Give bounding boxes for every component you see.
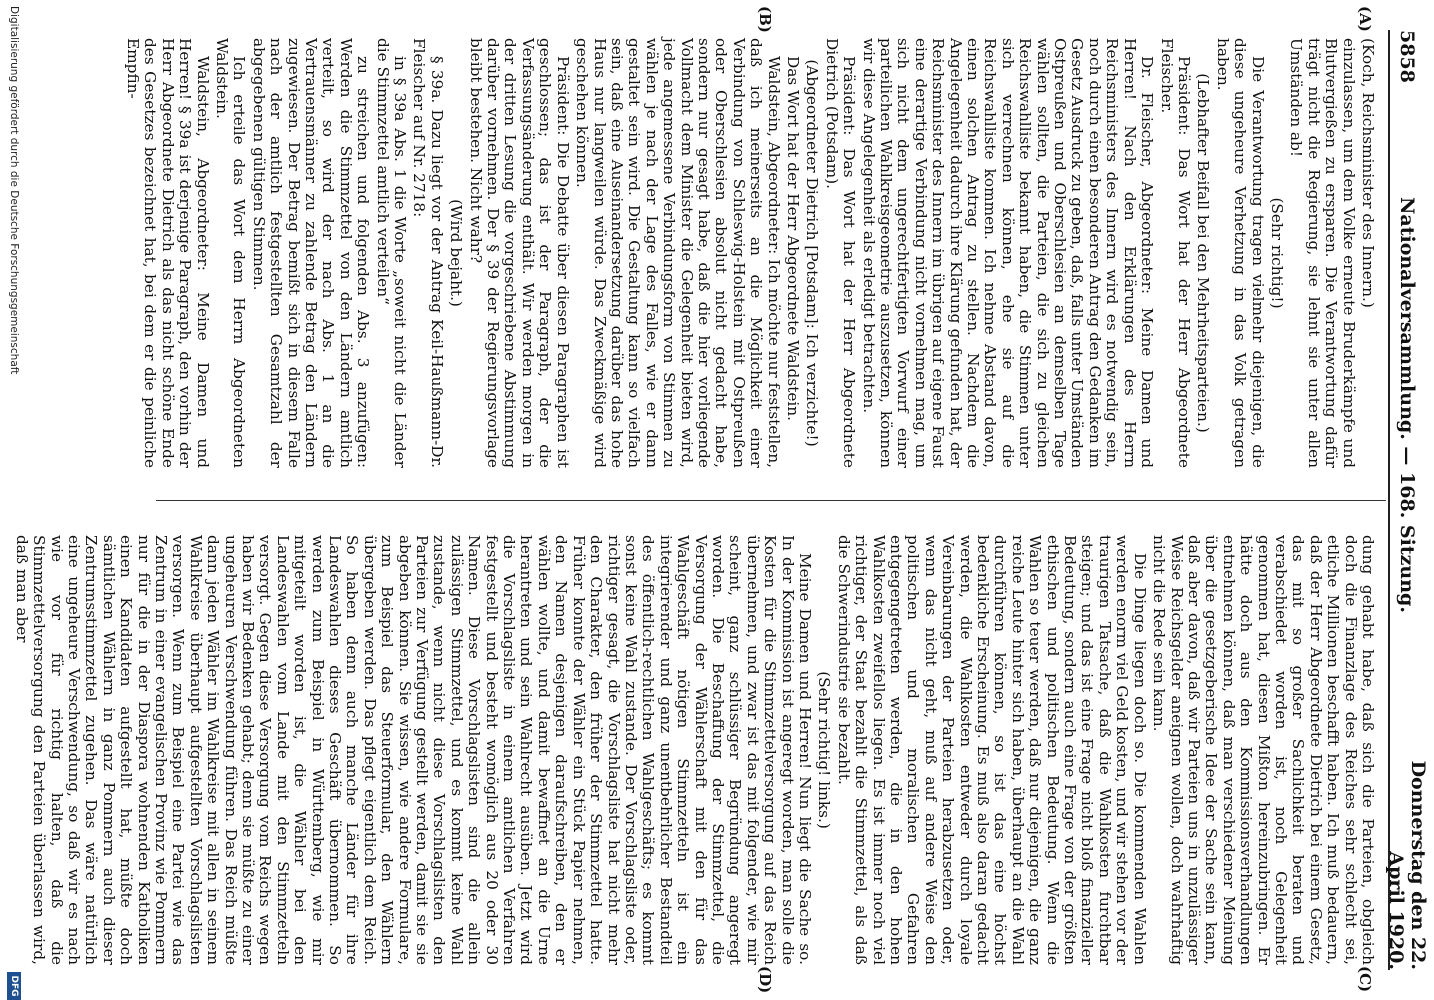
paragraph: Waldstein, Abgeordneter: Meine Damen und Herren! § 39a ist derjenige Paragraph, den vorhin der Herr Abgeordnete Dietrich als das nicht schöne Ende des Gesetzes bezeichnet hat, bei dem er die peinliche Empfin- xyxy=(123,38,212,468)
margin-mark-c: (C) xyxy=(1356,966,1374,993)
paragraph: Präsident: Das Wort hat der Herr Abgeordnete Dietrich (Potsdam). xyxy=(822,38,859,468)
paragraph: in § 39a Abs. 1 die Worte „soweit nicht die Länder die Stimmzettel amtlich verteilen“ xyxy=(373,38,410,468)
paragraph: Die Verantwortung tragen vielmehr diejenigen, die diese ungeheure Verhetzung in das Volk getragen haben. xyxy=(1213,38,1267,468)
paragraph: Die Dinge liegen doch so. Die kommenden Wahlen werden enorm viel Geld kosten, und wir stehen vor der traurigen Tatsache, daß die Wahlkosten furchtbar steigen; und das ist eine Frage nicht bloß finanzieller Bedeutung, sondern auch eine Frage von der größten ethischen und politischen Bedeutung. Wenn die Wahlen so teuer werden, daß nur diejenigen, die ganz reiche Leute hinter sich haben, überhaupt an die Wahl durchführen können, so ist das eine höchst bedenkliche Erscheinung. Es muß also daran gedacht werden, die Wahlkosten entweder durch loyale Vereinbarungen der Parteien herabzusetzen oder, wenn das nicht geht, muß auf andere Weise den politischen und moralischen Gefahren entgegengetreten werden, die in den hohen Wahlkosten zweifellos liegen. Es ist immer noch viel richtiger, der Staat bezahlt die Stimmzettel, als daß die Schwerindustrie sie bezahlt. xyxy=(834,535,1149,965)
paragraph: Meine Damen und Herren! Nun liegt die Sache so. In der Kommission ist angeregt worden, man solle die Kosten für die Stimmzettelversorgung auf das Reich übernehmen, und zwar ist das mit folgender, wie mir scheint, ganz schlüssiger Begründung angeregt worden. Die Beschaffung der Stimmzettel, die Versorgung der Wählerschaft mit den für das Wahlgeschäft nötigen Stimmzetteln ist ein integrierender und ganz unentbehrlicher Bestandteil des öffentlich-rechtlichen Wahlgeschäfts; es kommt sonst keine Wahl zustande. Der Vorschlagsliste oder, richtiger gesagt, die Vorschlagsliste hat nicht mehr den Charakter, den früher der Stimmzettel hatte. Früher konnte der Wähler ein Stück Papier nehmen, den Namen desjenigen daraufschreiben, den er wählen wollte, und damit bewaffnet an die Urne herantreten und sein Wahlrecht ausüben. Jetzt wird die Vorschlagsliste in einem amtlichen Verfahren festgestellt und besteht womöglich aus 20 oder 30 Namen. Diese Vorschlagslisten sind die allein zulässigen Stimmzettel, und es kommt keine Wahl zustande, wenn nicht diese Vorschlagslisten den Parteien zur Verfügung gestellt werden, damit sie sie abgeben können. Sie wissen, wie andere Formulare, zum Beispiel das Steuerformular, den Wählern übergeben werden. Das pflegt eigentlich dem Reich. So haben denn auch manche Länder für ihre Landeswahlen dieses Geschäft übernommen. So werden zum Beispiel in Württemberg, wie mir mitgeteilt worden ist, die Wähler bei den Landeswahlen vom Lande mit den Stimmzetteln versorgt. Gegen diese Versorgung vom Reichs wegen haben wir Bedenken gehabt; denn sie müßte zu einer ungeheuren Verschwendung führen. Das Reich müßte dann jeden Wähler im Wahlkreise mit allen in seinem Wahlkreise überhaupt aufgestellten Vorschlagslisten versorgen. Wenn zum Beispiel eine Partei wie das Zentrum in einer evangelischen Provinz wie Pommern nur für die in der Diaspora wohnenden Katholiken einen Kandidaten aufgestellt hat, müßte doch sämtlichen Wählern in ganz Pommern auch dieser Zentrumsstimmzettel zugehen. Das wäre natürlich eine ungeheure Verschwendung, so daß wir es nach wie vor für richtig halten, daß die Stimmzettelversorgung den Parteien überlassen wird, daß man aber xyxy=(12,535,814,965)
paragraph: einzulassen, um dem Volke erneute Bruderkämpfe und Blutvergießen zu ersparen. Die Verantwortung dafür trägt nicht die Regierung, sie lehnt sie unter allen Umständen ab! xyxy=(1287,38,1358,468)
margin-mark-b: (B) xyxy=(756,6,774,33)
paragraph: § 39a. Dazu liegt vor der Antrag Keil-Haußmann-Dr. Fleischer auf Nr. 2718: xyxy=(410,38,446,468)
digitization-credit: Digitalisierung gefördert durch die Deutsche Forschungsgemeinschaft xyxy=(8,6,20,375)
page-header xyxy=(1385,30,1429,970)
interjection: (Abgeordneter Dietrich [Potsdam]: Ich verzichte!) xyxy=(803,59,822,447)
interjection: (Sehr richtig! links.) xyxy=(815,671,834,829)
paragraph: Dr. Fleischer, Abgeordneter: Meine Damen und Herren! Nach den Erklärungen des Herrn Reichsministers des Innern wird es notwendig sein, noch durch einen besonderen Antrag den Gedanken im Gesetz Ausdruck zu geben, daß, falls unter Umständen Ostpreußen und Oberschlesien an demselben Tage wählen sollten, die Parteien, die sich zu gleichen Reichswahlliste bekannt haben, die Stimmen unter sich verrechnen können, ehe sie auf die Reichswahlliste kommen. Ich nehme Abstand davon, einen solchen Antrag zu stellen. Nachdem die Angelegenheit dadurch ihre Klärung gefunden hat, der Reichsminister des Innern im übrigen auf eigene Faust eine derartige Verbindung nicht vornehmen mag, um sich nicht dem ungerechtfertigten Vorwurf einer parteilichen Wahlkreisgeometrie auszusetzen, können wir diese Angelegenheit als erledigt betrachten. xyxy=(859,38,1157,468)
margin-mark-d: (D) xyxy=(756,966,774,994)
margin-mark-a: (A) xyxy=(1356,6,1374,32)
right-column xyxy=(12,535,1377,965)
paragraph: Waldstein, Abgeordneter: Ich möchte nur feststellen, daß ich meinerseits an die Möglichkeit einer Verbindung von Schleswig-Holstein mit Ostpreußen oder Oberschlesien absolut nicht gedacht habe, sondern nur gesagt habe, daß die hier vorliegende Vollmacht dem Minister die Gelegenheit bieten wird, jede angemessene Verbindungsform von Stimmen zu wählen je nach der Lage des Falles, wie er dann gestaltet sein wird. Die Gestaltung kann so vielfach sein, daß eine Auseinandersetzung darüber das hohe Haus nur langweilen würde. Das Zweckmäßige wird geschehen können. xyxy=(573,38,783,468)
dfg-logo: DFG xyxy=(7,972,21,1000)
paragraph: Ich erteile das Wort dem Herrn Abgeordneten Waldstein. xyxy=(213,38,249,468)
paragraph: Präsident: Das Wort hat der Herr Abgeordnete Fleischer. xyxy=(1157,38,1193,468)
page-number: 5858 xyxy=(1396,30,1418,83)
digitization-footer xyxy=(4,0,24,1000)
interjection: (Lebhafter Beifall bei den Mehrheitsparteien.) xyxy=(1194,73,1213,433)
interjection: (Sehr richtig!) xyxy=(1267,197,1286,309)
paragraph: (Koch, Reichsminister des Innern.) xyxy=(1359,38,1377,308)
paragraph: Präsident: Die Debatte über diesen Paragraphen ist geschlossen; das ist der Paragraph, der die Verfassungsänderung enthält. Wir werden morgen in der dritten Lesung die vorgeschriebene Abstimmung darüber vornehmen. Der § 39 der Regierungsvorlage bleibt bestehen. Nicht wahr? xyxy=(466,38,572,468)
paragraph: zu streichen und folgenden Abs. 3 anzufügen: Werden die Stimmzettel von den Ländern amtlich verteilt, so wird der nach Abs. 1 an die Vertrauensmänner zu zahlende Betrag den Ländern zugewiesen. Der Betrag bemißt sich in diesem Falle nach der amtlich festgestellten Gesamtzahl der abgegebenen gültigen Stimmen. xyxy=(249,38,373,468)
session-date: Donnerstag den 22. April 1920. xyxy=(1385,760,1429,970)
page-title: Nationalversammlung. — 168. Sitzung. xyxy=(1396,197,1418,613)
column-divider xyxy=(156,500,1386,501)
interjection: (Wird bejaht.) xyxy=(447,199,466,307)
left-column xyxy=(123,38,1377,468)
paragraph: Das Wort hat der Herr Abgeordnete Waldstein. xyxy=(784,56,802,422)
paragraph: dung gehabt habe, daß sich die Parteien, obgleich doch die Finanzlage des Reiches sehr schlecht sei, etliche Millionen beschafft haben. Ich muß bedauern, daß der Herr Abgeordnete Dietrich bei einem Gesetz, das mit so großer Sachlichkeit beraten und verabschiedet worden ist, noch Gelegenheit genommen hat, diesen Mißton hereinzubringen. Er hätte doch aus den Kommissionsverhandlungen entnehmen können, daß man verschiedener Meinung über die gesetzgeberische Idee der Sache sein kann, daß aber davon, daß wir Parteien uns in unzulässiger Weise Reichsgelder aneignen wollen, doch wahrhaftig nicht die Rede sein kann. xyxy=(1150,535,1377,965)
